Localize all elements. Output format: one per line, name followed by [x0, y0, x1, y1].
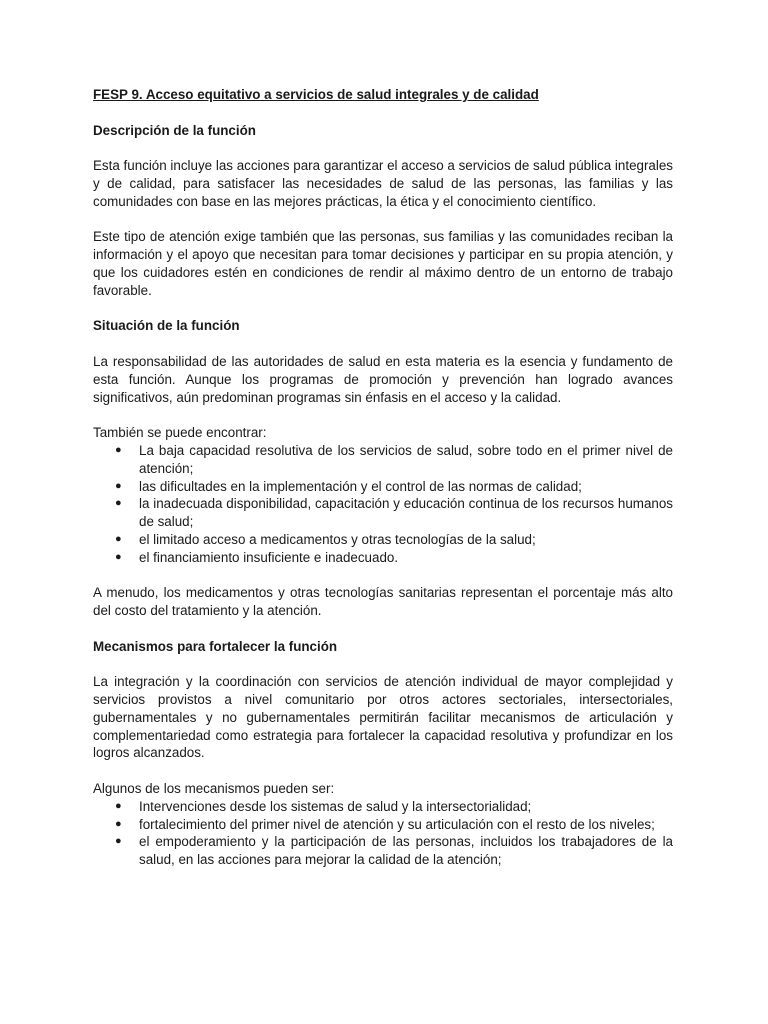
- list-intro: Algunos de los mecanismos pueden ser:: [93, 781, 335, 797]
- bullet-icon: ●: [115, 817, 122, 830]
- bullet-icon: ●: [115, 835, 122, 848]
- list-item: [93, 478, 673, 496]
- document-page: [93, 86, 673, 887]
- list-item-text: el empoderamiento y la participación de las personas, incluidos los trabajadores de la salud, en las acciones para mejorar la calidad de la atención;: [139, 834, 673, 868]
- bullet-icon: ●: [115, 532, 122, 545]
- list-item-text: el limitado acceso a medicamentos y otras tecnologías de la salud;: [139, 531, 536, 547]
- bullet-icon: ●: [115, 550, 122, 563]
- bullet-icon: ●: [115, 479, 122, 492]
- list-item-text: las dificultades en la implementación y el control de las normas de calidad;: [139, 478, 582, 494]
- list-intro: También se puede encontrar:: [93, 425, 267, 441]
- section-heading-descripcion: Descripción de la función: [93, 122, 256, 138]
- list-item: [93, 798, 673, 816]
- list-item-text: La baja capacidad resolutiva de los servicios de salud, sobre todo en el primer nivel de atención;: [139, 442, 673, 476]
- list-item: [93, 442, 673, 478]
- paragraph: A menudo, los medicamentos y otras tecnologías sanitarias representan el porcentaje más alto del costo del tratamiento y la atención.: [93, 585, 673, 619]
- list-item: [93, 531, 673, 549]
- bullet-icon: ●: [115, 497, 122, 510]
- list-item: [93, 816, 673, 834]
- list-item-text: Intervenciones desde los sistemas de salud y la intersectorialidad;: [139, 798, 532, 814]
- bullet-list-situacion: [93, 442, 673, 567]
- list-item-text: fortalecimiento del primer nivel de atención y su articulación con el resto de los niveles;: [139, 816, 655, 832]
- list-item: [93, 833, 673, 869]
- paragraph: Esta función incluye las acciones para garantizar el acceso a servicios de salud pública integrales y de calidad, para satisfacer las necesidades de salud de las personas, las familias y las comunidades con base en las mejores prácticas, la ética y el conocimiento científico.: [93, 158, 673, 209]
- list-item: [93, 549, 673, 567]
- list-item: [93, 495, 673, 531]
- paragraph: La responsabilidad de las autoridades de salud en esta materia es la esencia y fundamento de esta función. Aunque los programas de promoción y prevención han logrado avances significativos, aún predominan programas sin énfasis en el acceso y la calidad.: [93, 353, 673, 405]
- bullet-list-mecanismos: [93, 798, 673, 869]
- paragraph: La integración y la coordinación con servicios de atención individual de mayor complejidad y servicios provistos a nivel comunitario por otros actores sectoriales, intersectoriales, gubernamentales y no gubernamentales permitirán facilitar mecanismos de articulación y complementariedad como estrategia para fortalecer la capacidad resolutiva y profundizar en los logros alcanzados.: [93, 674, 673, 761]
- list-item-text: la inadecuada disponibilidad, capacitación y educación continua de los recursos humanos de salud;: [139, 496, 673, 530]
- bullet-icon: ●: [115, 799, 122, 812]
- bullet-icon: ●: [115, 443, 122, 456]
- document-title: FESP 9. Acceso equitativo a servicios de salud integrales y de calidad: [93, 87, 539, 102]
- list-item-text: el financiamiento insuficiente e inadecuado.: [139, 549, 399, 565]
- paragraph: Este tipo de atención exige también que las personas, sus familias y las comunidades reciban la información y el apoyo que necesitan para tomar decisiones y participar en su propia atención, y que los cuidadores estén en condiciones de rendir al máximo dentro de un entorno de trabajo favorable.: [93, 229, 673, 298]
- section-heading-mecanismos: Mecanismos para fortalecer la función: [93, 638, 338, 654]
- section-heading-situacion: Situación de la función: [93, 318, 240, 334]
